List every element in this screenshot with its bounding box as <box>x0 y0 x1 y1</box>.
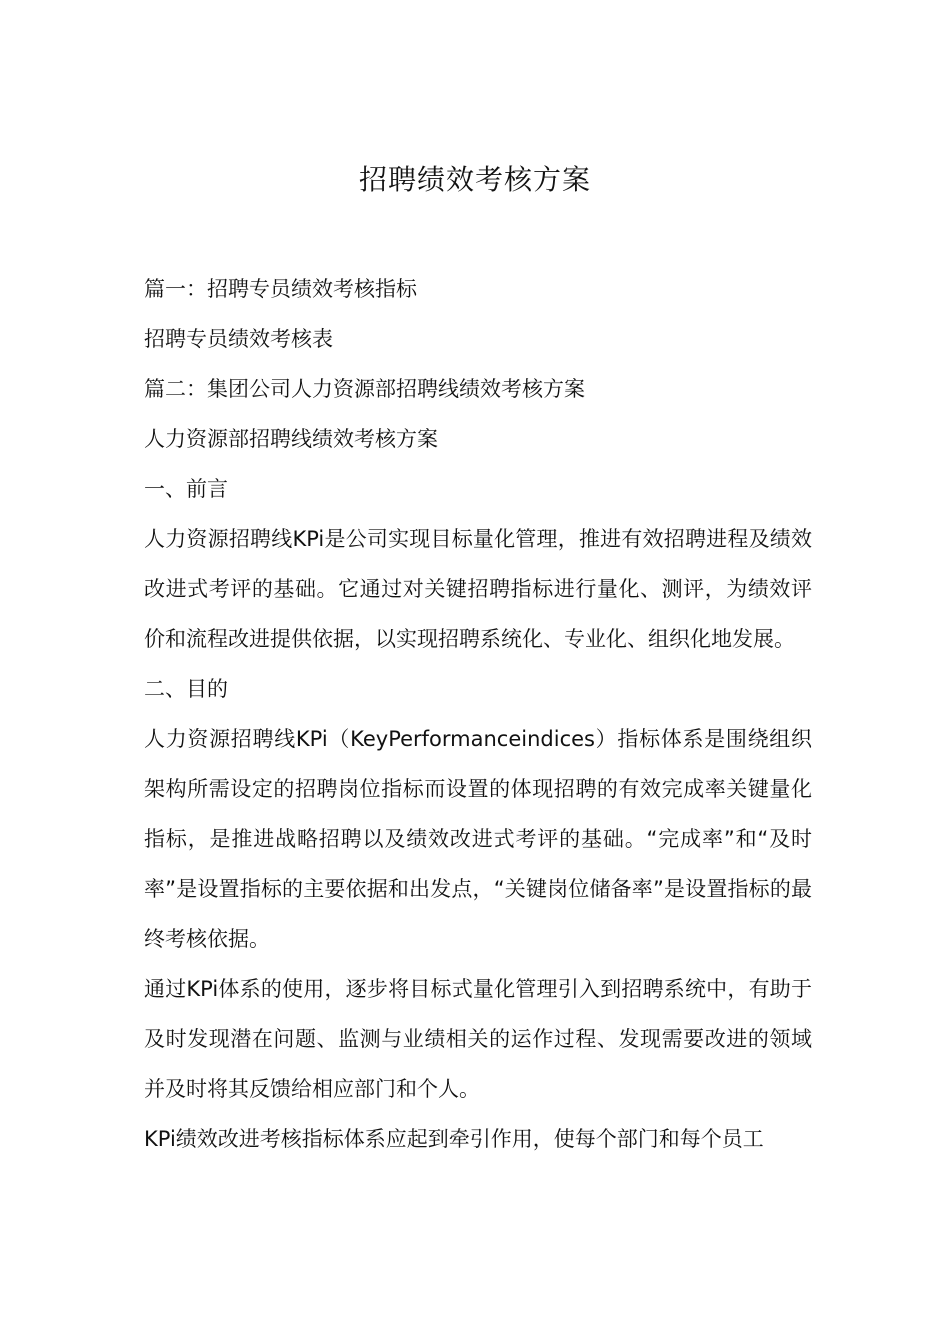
section-heading-preface: 一、前言 <box>144 477 228 501</box>
paragraph-preface: 人力资源招聘线KPi是公司实现目标量化管理，推进有效招聘进程及绩效改进式考评的基础。它通过对关键招聘指标进行量化、测评，为绩效评价和流程改进提供依据，以实现招聘系统化、专业化、组织化地发展。 <box>144 527 812 651</box>
subheading-recruiter-table: 招聘专员绩效考核表 <box>144 327 333 351</box>
document-body <box>144 264 812 1164</box>
paragraph-purpose-1: 人力资源招聘线KPi（KeyPerformanceindices）指标体系是围绕组织架构所需设定的招聘岗位指标而设置的体现招聘的有效完成率关键量化指标，是推进战略招聘以及绩效改进式考评的基础。“完成率”和“及时率”是设置指标的主要依据和出发点，“关键岗位储备率”是设置指标的最终考核依据。 <box>144 727 812 951</box>
section-heading-part-one: 篇一：招聘专员绩效考核指标 <box>144 277 417 301</box>
subheading-hr-plan: 人力资源部招聘线绩效考核方案 <box>144 427 438 451</box>
section-heading-purpose: 二、目的 <box>144 677 228 701</box>
paragraph-purpose-2: 通过KPi体系的使用，逐步将目标式量化管理引入到招聘系统中，有助于及时发现潜在问题、监测与业绩相关的运作过程、发现需要改进的领域并及时将其反馈给相应部门和个人。 <box>144 977 812 1101</box>
paragraph-purpose-3: KPi绩效改进考核指标体系应起到牵引作用，使每个部门和每个员工 <box>144 1127 764 1151</box>
section-heading-part-two: 篇二：集团公司人力资源部招聘线绩效考核方案 <box>144 377 585 401</box>
document-title: 招聘绩效考核方案 <box>358 163 591 196</box>
